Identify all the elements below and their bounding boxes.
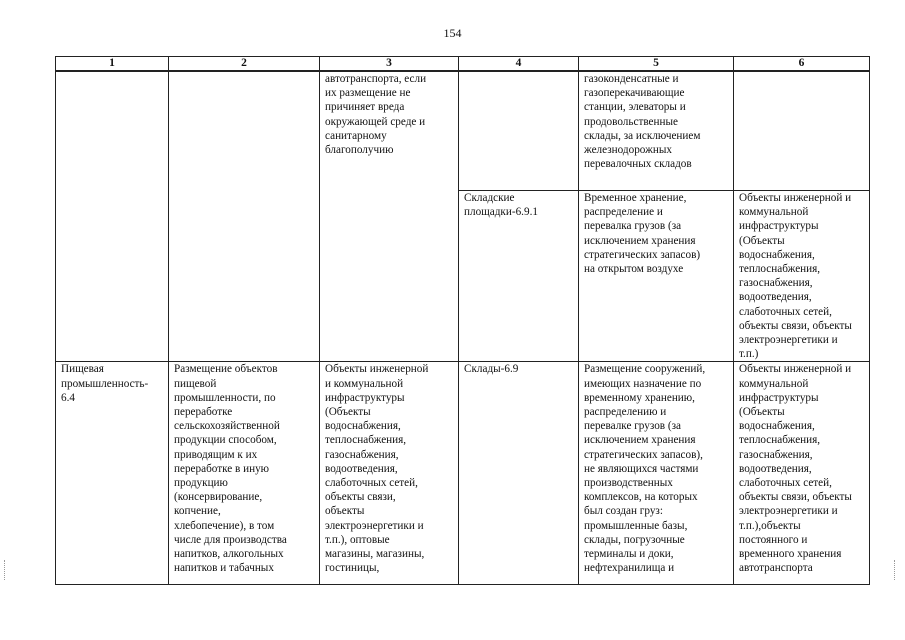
cell-text-line: комплексов, на которых: [584, 491, 698, 504]
cell-text-line: Складские: [464, 192, 515, 204]
cell-auxiliary-types: [320, 362, 459, 585]
cell-text-line: продовольственные: [584, 115, 678, 128]
cell-text-line: склады, погрузочные: [584, 533, 685, 546]
cell-text-line: гостиницы,: [325, 562, 380, 575]
cell-main-description: [169, 71, 320, 362]
cell-text-line: водоотведения,: [739, 291, 812, 304]
cell-conditional-type: [459, 71, 579, 191]
cell-text-line: Объекты инженерной: [325, 363, 429, 376]
cell-text-line: электроэнергетики и: [325, 519, 424, 532]
cell-text-line: склады, за исключением: [584, 129, 701, 142]
cell-text-line: электроэнергетики и: [739, 505, 838, 518]
cell-text-line: водоснабжения,: [739, 420, 815, 433]
column-header-4: 4: [459, 57, 579, 72]
cell-text-line: промышленности, по: [174, 391, 276, 404]
cell-text-line: причиняет вреда: [325, 101, 405, 114]
cell-text-line: водоотведения,: [739, 462, 812, 475]
cell-text-line: окружающей среде и: [325, 115, 426, 128]
cell-text-line: промышленные базы,: [584, 519, 688, 532]
cell-text-line: железнодорожных: [584, 144, 672, 157]
cell-text-line: производственных: [584, 477, 673, 490]
cell-text-line: санитарному: [325, 129, 387, 142]
cell-main-type: [56, 362, 169, 585]
cell-text-line: исключением хранения: [584, 434, 696, 447]
cell-text-line: постоянного и: [739, 533, 808, 546]
cell-text-line: временному хранению,: [584, 391, 695, 404]
cell-text-line: перевалке грузов (за: [584, 420, 681, 433]
cell-text-line: (консервирование,: [174, 491, 263, 504]
cell-conditional-description: [579, 362, 734, 585]
cell-text-line: продукции способом,: [174, 434, 277, 447]
cell-text-line: объекты: [325, 505, 365, 518]
cell-text-line: напитков и табачных: [174, 562, 274, 575]
cell-text-line: автотранспорта: [739, 562, 813, 575]
cell-text-line: газоперекачивающие: [584, 87, 685, 100]
cell-main-description: [169, 362, 320, 585]
cell-conditional-description: [579, 71, 734, 191]
cell-text-line: Объекты инженерной и: [739, 192, 852, 204]
cell-text-line: слаботочных сетей,: [739, 305, 832, 318]
cell-text-line: магазины, магазины,: [325, 548, 425, 561]
cell-text-line: имеющих назначение по: [584, 377, 702, 390]
cell-text-line: хлебопечение), в том: [174, 519, 275, 532]
cell-text-line: пищевой: [174, 377, 217, 390]
cell-text-line: водоснабжения,: [325, 420, 401, 433]
cell-text-line: сельскохозяйственной: [174, 420, 280, 433]
cell-text-line: стратегических запасов): [584, 248, 701, 261]
cell-text-line: временного хранения: [739, 548, 842, 561]
cell-text-line: газоснабжения,: [739, 277, 813, 290]
cell-text-line: водоснабжения,: [739, 248, 815, 261]
cell-text-line: (Объекты: [739, 406, 785, 419]
cell-text-line: копчение,: [174, 505, 221, 518]
cell-text-line: (Объекты: [325, 406, 371, 419]
cell-text-line: 6.4: [61, 391, 75, 404]
cell-text-line: слаботочных сетей,: [325, 477, 418, 490]
cell-text-line: станции, элеваторы и: [584, 101, 686, 114]
cell-text-line: т.п.), оптовые: [325, 533, 390, 546]
land-use-table: [55, 56, 870, 585]
cell-conditional-auxiliary: [734, 191, 870, 362]
cell-text-line: коммунальной: [739, 206, 809, 219]
table-row-continuation: [56, 71, 870, 191]
cell-text-line: (Объекты: [739, 234, 785, 247]
cell-text-line: инфраструктуры: [739, 391, 819, 404]
cell-text-line: благополучию: [325, 144, 394, 157]
cell-text-line: теплоснабжения,: [325, 434, 407, 447]
cell-conditional-auxiliary: [734, 71, 870, 191]
cell-text-line: переработке: [174, 406, 233, 419]
cell-text-line: распределению и: [584, 406, 667, 419]
cell-text-line: теплоснабжения,: [739, 263, 821, 276]
column-header-2: 2: [169, 57, 320, 72]
cell-text-line: Размещение объектов: [174, 363, 278, 376]
cell-text-line: напитков, алкогольных: [174, 548, 284, 561]
cell-text-line: их размещение не: [325, 87, 411, 100]
cell-text-line: коммунальной: [739, 377, 809, 390]
cell-text-line: объекты связи,: [325, 491, 396, 504]
cell-text-line: объекты связи, объекты: [739, 319, 852, 332]
cell-text-line: не являющихся частями: [584, 462, 699, 475]
cell-text-line: водоотведения,: [325, 462, 398, 475]
cell-text-line: был создан груз:: [584, 505, 663, 518]
cell-conditional-auxiliary: [734, 362, 870, 585]
cell-text-line: стратегических запасов),: [584, 448, 703, 461]
cell-text-line: распределение и: [584, 206, 663, 219]
cell-text-line: т.п.): [739, 348, 759, 361]
table-row-food-industry: [56, 362, 870, 585]
cell-text-line: нефтехранилища и: [584, 562, 675, 575]
cell-text-line: газоснабжения,: [325, 448, 399, 461]
cell-text-line: терминалы и доки,: [584, 548, 674, 561]
page-number: 154: [443, 26, 462, 40]
cell-text-line: перевалка грузов (за: [584, 220, 682, 233]
cell-main-type: [56, 71, 169, 362]
cell-text-line: слаботочных сетей,: [739, 477, 832, 490]
cell-text-line: переработке в иную: [174, 462, 270, 475]
cell-text-line: электроэнергетики и: [739, 334, 838, 347]
column-header-3: 3: [320, 57, 459, 72]
scan-edge-mark: [4, 560, 6, 580]
cell-text-line: теплоснабжения,: [739, 434, 821, 447]
cell-conditional-type: [459, 362, 579, 585]
cell-text-line: и коммунальной: [325, 377, 404, 390]
cell-text-line: Объекты инженерной и: [739, 363, 852, 376]
cell-text-line: Пищевая: [61, 363, 104, 376]
cell-text-line: площадки-6.9.1: [464, 206, 538, 219]
cell-text-line: автотранспорта, если: [325, 73, 427, 85]
cell-text-line: продукцию: [174, 477, 228, 490]
cell-text-line: приводящим к их: [174, 448, 258, 461]
cell-text-line: исключением хранения: [584, 234, 696, 247]
cell-conditional-description: [579, 191, 734, 362]
cell-text-line: на открытом воздухе: [584, 263, 684, 276]
cell-text-line: газоснабжения,: [739, 448, 813, 461]
table-header-row: [56, 57, 870, 72]
column-header-5: 5: [579, 57, 734, 72]
cell-text-line: Склады-6.9: [464, 363, 519, 376]
cell-text-line: т.п.),объекты: [739, 519, 801, 532]
cell-text-line: объекты связи, объекты: [739, 491, 852, 504]
cell-text-line: Временное хранение,: [584, 192, 687, 204]
cell-auxiliary-types: [320, 71, 459, 362]
cell-text-line: инфраструктуры: [739, 220, 819, 233]
cell-text-line: инфраструктуры: [325, 391, 405, 404]
cell-text-line: Размещение сооружений,: [584, 363, 706, 376]
column-header-6: 6: [734, 57, 870, 72]
cell-text-line: числе для производства: [174, 533, 287, 546]
cell-text-line: промышленность-: [61, 377, 149, 390]
cell-conditional-type: [459, 191, 579, 362]
cell-text-line: газоконденсатные и: [584, 73, 679, 85]
column-header-1: 1: [56, 57, 169, 72]
scan-edge-mark: [894, 560, 896, 580]
cell-text-line: перевалочных складов: [584, 158, 692, 171]
